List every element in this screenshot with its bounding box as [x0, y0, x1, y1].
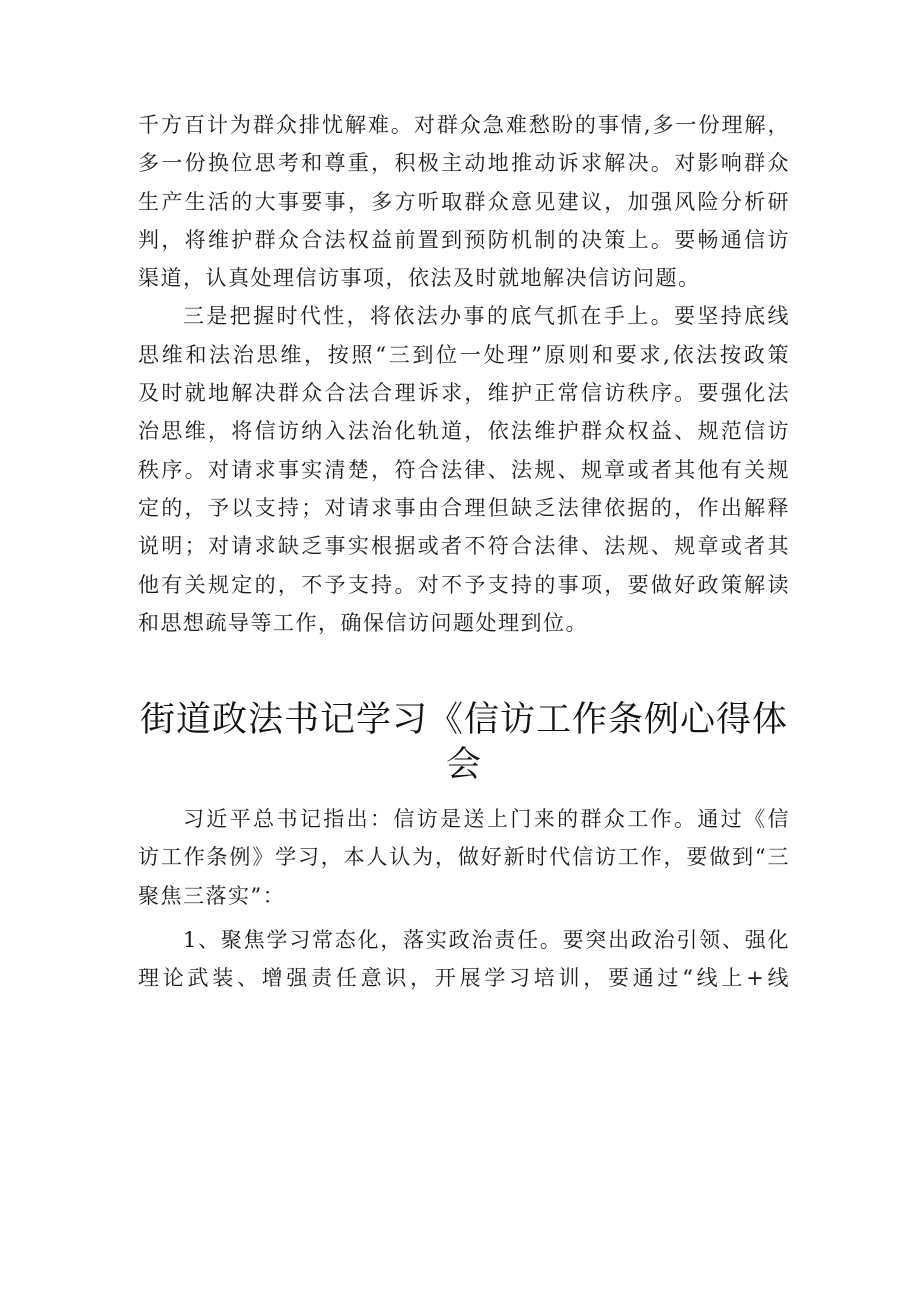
text-line: 渠道，认真处理信访事项，依法及时就地解决信访问题。: [138, 266, 701, 291]
text-line: 说明；对请求缺乏事实根据或者不符合法律、法规、规章或者其: [138, 534, 790, 559]
body-text-bottom: [138, 800, 790, 997]
text-line: 及时就地解决群众合法合理诉求，维护正常信访秩序。要强化法: [138, 381, 790, 406]
text-line: 千方百计为群众排忧解难。对群众急难愁盼的事情,多一份理解，: [138, 113, 790, 137]
text-line: 定的，予以支持；对请求事由合理但缺乏法律依据的，作出解释: [138, 495, 790, 520]
text-line: 思维和法治思维，按照“三到位一处理”原则和要求,依法按政策: [138, 342, 790, 367]
text-line: 和思想疏导等工作，确保信访问题处理到位。: [138, 610, 588, 635]
article-title: [138, 698, 790, 788]
text-line: 1、聚焦学习常态化，落实政治责任。要突出政治引领、强化: [183, 928, 790, 953]
text-line: 三是把握时代性，将依法办事的底气抓在手上。要坚持底线: [183, 304, 790, 329]
text-line: 治思维，将信访纳入法治化轨道，依法维护群众权益、规范信访: [138, 419, 790, 444]
text-line: 聚焦三落实”：: [138, 883, 286, 908]
text-line: 理论武装、增强责任意识，开展学习培训，要通过“线上+线: [138, 966, 790, 991]
text-line: 他有关规定的，不予支持。对不予支持的事项，要做好政策解读: [138, 572, 790, 597]
paragraph-3: [138, 800, 790, 915]
text-line: 习近平总书记指出：信访是送上门来的群众工作。通过《信: [183, 807, 790, 832]
text-line: 访工作条例》学习，本人认为，做好新时代信访工作，要做到“三: [138, 845, 790, 870]
text-line: 多一份换位思考和尊重，积极主动地推动诉求解决。对影响群众: [138, 151, 790, 176]
document-page: [138, 106, 790, 998]
text-line: 判，将维护群众合法权益前置到预防机制的决策上。要畅通信访: [138, 227, 790, 252]
paragraph-1: [138, 106, 790, 297]
paragraph-4: [138, 921, 790, 998]
text-line: 秩序。对请求事实清楚，符合法律、法规、规章或者其他有关规: [138, 457, 790, 482]
title-line-2: 会: [445, 745, 482, 786]
text-line: 生产生活的大事要事，多方听取群众意见建议，加强风险分析研: [138, 189, 790, 214]
paragraph-2: [138, 297, 790, 642]
title-line-1: 街道政法书记学习《信访工作条例心得体: [139, 700, 788, 741]
body-text-top: [138, 106, 790, 642]
